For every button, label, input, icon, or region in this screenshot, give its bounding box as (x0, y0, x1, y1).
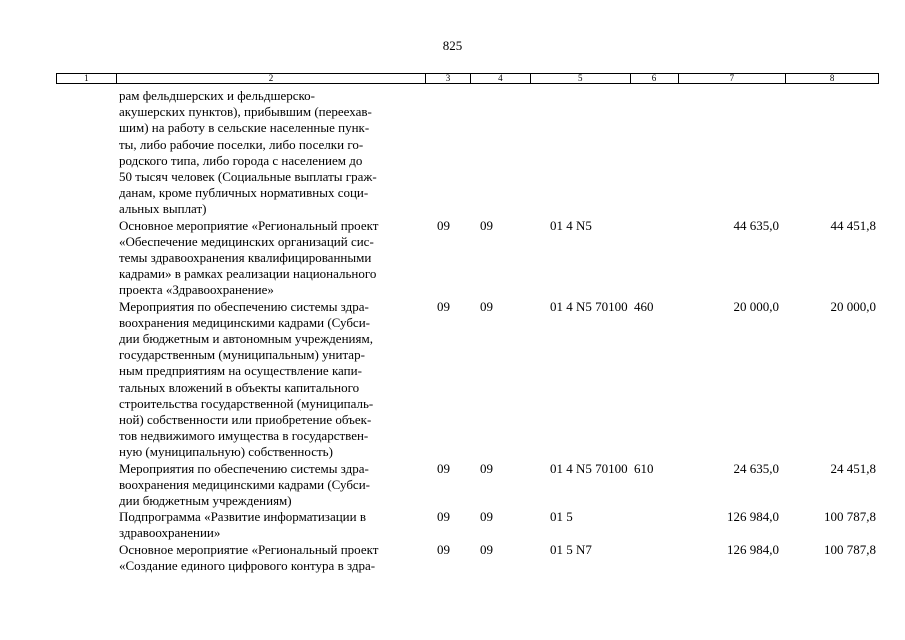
cell-col-1 (56, 461, 115, 510)
description-line: государственным (муниципальным) унитар- (119, 347, 365, 363)
cell-section: 09 (437, 460, 450, 476)
table-row (56, 509, 879, 541)
description-line: альных выплат) (119, 201, 207, 217)
cell-amount-actual: 100 787,8 (824, 509, 876, 525)
description-line: Основное мероприятие «Региональный проект (119, 217, 379, 233)
cell-expense-type: 460 (634, 298, 654, 314)
cell-amount-plan: 20 000,0 (733, 298, 779, 314)
cell-amount-plan: 126 984,0 (727, 509, 779, 525)
description-line: Основное мероприятие «Региональный проект (119, 541, 379, 557)
page-number: 825 (442, 38, 463, 53)
table-row (56, 299, 879, 461)
cell-col-1 (56, 542, 115, 574)
cell-expense-type (630, 88, 678, 218)
cell-col-1 (56, 299, 115, 461)
cell-col-1 (56, 509, 115, 541)
table-row (56, 542, 879, 574)
cell-description (115, 461, 425, 510)
cell-amount-plan: 24 635,0 (733, 460, 779, 476)
description-line: тов недвижимого имущества в государствен- (119, 428, 369, 444)
cell-section: 09 (437, 217, 450, 233)
cell-amount-actual: 24 451,8 (830, 460, 876, 476)
description-line: рам фельдшерских и фельдшерско- (119, 88, 316, 103)
description-line: данам, кроме публичных нормативных соци- (119, 185, 369, 201)
header-col-5: 5 (530, 74, 630, 83)
description-line: строительства государственной (муниципаль- (119, 395, 374, 411)
header-col-3: 3 (425, 74, 470, 83)
description-line: Подпрограмма «Развитие информатизации в (119, 509, 366, 525)
description-line: ным предприятиям на осуществление капи- (119, 363, 362, 379)
table-row (56, 88, 879, 218)
cell-description (115, 218, 425, 299)
header-col-4: 4 (470, 74, 530, 83)
cell-description (115, 542, 425, 574)
cell-section: 09 (437, 298, 450, 314)
description-line: шим) на работу в сельские населенные пунк- (119, 120, 370, 136)
cell-target-article: 01 4 N5 70100 (550, 460, 628, 476)
header-col-8: 8 (785, 74, 878, 83)
cell-description (115, 88, 425, 218)
cell-subsection: 09 (480, 541, 493, 557)
description-line: ную (муниципальную) собственность) (119, 444, 333, 460)
cell-amount-plan: 44 635,0 (733, 217, 779, 233)
description-line: «Обеспечение медицинских организаций сис- (119, 233, 374, 249)
cell-description (115, 299, 425, 461)
description-line: дии бюджетным учреждениям) (119, 493, 292, 509)
table-header (56, 73, 879, 84)
cell-amount-actual: 100 787,8 (824, 541, 876, 557)
description-line: ты, либо рабочие поселки, либо поселки го- (119, 136, 364, 152)
description-line: «Создание единого цифрового контура в здра- (119, 557, 376, 573)
description-line: темы здравоохранения квалифицированными (119, 250, 372, 266)
cell-expense-type (630, 218, 678, 299)
cell-subsection (470, 88, 530, 218)
cell-subsection: 09 (480, 509, 493, 525)
cell-description (115, 509, 425, 541)
description-line: тальных вложений в объекты капитального (119, 379, 360, 395)
cell-col-1 (56, 88, 115, 218)
cell-section (425, 88, 470, 218)
description-line: Мероприятия по обеспечению системы здра- (119, 460, 369, 476)
cell-amount-plan: 126 984,0 (727, 541, 779, 557)
cell-target-article: 01 5 (550, 509, 573, 525)
description-line: воохранения медицинскими кадрами (Субси- (119, 476, 370, 492)
cell-expense-type (630, 542, 678, 574)
description-line: проекта «Здравоохранение» (119, 282, 274, 298)
cell-target-article: 01 5 N7 (550, 541, 592, 557)
description-line: кадрами» в рамках реализации национального (119, 266, 377, 282)
description-line: родского типа, либо города с населением до (119, 152, 363, 168)
cell-subsection: 09 (480, 460, 493, 476)
table-body (56, 88, 879, 574)
cell-target-article: 01 4 N5 70100 (550, 298, 628, 314)
table-row (56, 218, 879, 299)
header-col-1: 1 (84, 73, 89, 83)
header-col-6: 6 (630, 74, 678, 83)
description-line: здравоохранении» (119, 525, 221, 541)
description-line: Мероприятия по обеспечению системы здра- (119, 298, 369, 314)
cell-target-article: 01 4 N5 (550, 217, 592, 233)
cell-expense-type (630, 509, 678, 541)
table-row (56, 461, 879, 510)
cell-subsection: 09 (480, 298, 493, 314)
cell-amount-actual: 20 000,0 (830, 298, 876, 314)
description-line: ной) собственности или приобретение объек- (119, 412, 372, 428)
description-line: 50 тысяч человек (Социальные выплаты граж- (119, 169, 377, 185)
description-line: акушерских пунктов), прибывшим (переехав- (119, 104, 372, 120)
header-col-7: 7 (678, 74, 786, 83)
cell-amount-plan (678, 88, 786, 218)
cell-subsection: 09 (480, 217, 493, 233)
description-line: дии бюджетным и автономным учреждениям, (119, 331, 373, 347)
cell-amount-actual (786, 88, 879, 218)
cell-amount-actual: 44 451,8 (830, 217, 876, 233)
cell-expense-type: 610 (634, 460, 654, 476)
cell-target-article (530, 88, 630, 218)
cell-section: 09 (437, 541, 450, 557)
cell-col-1 (56, 218, 115, 299)
header-col-2: 2 (116, 74, 425, 83)
description-line: воохранения медицинскими кадрами (Субси- (119, 314, 370, 330)
cell-section: 09 (437, 509, 450, 525)
